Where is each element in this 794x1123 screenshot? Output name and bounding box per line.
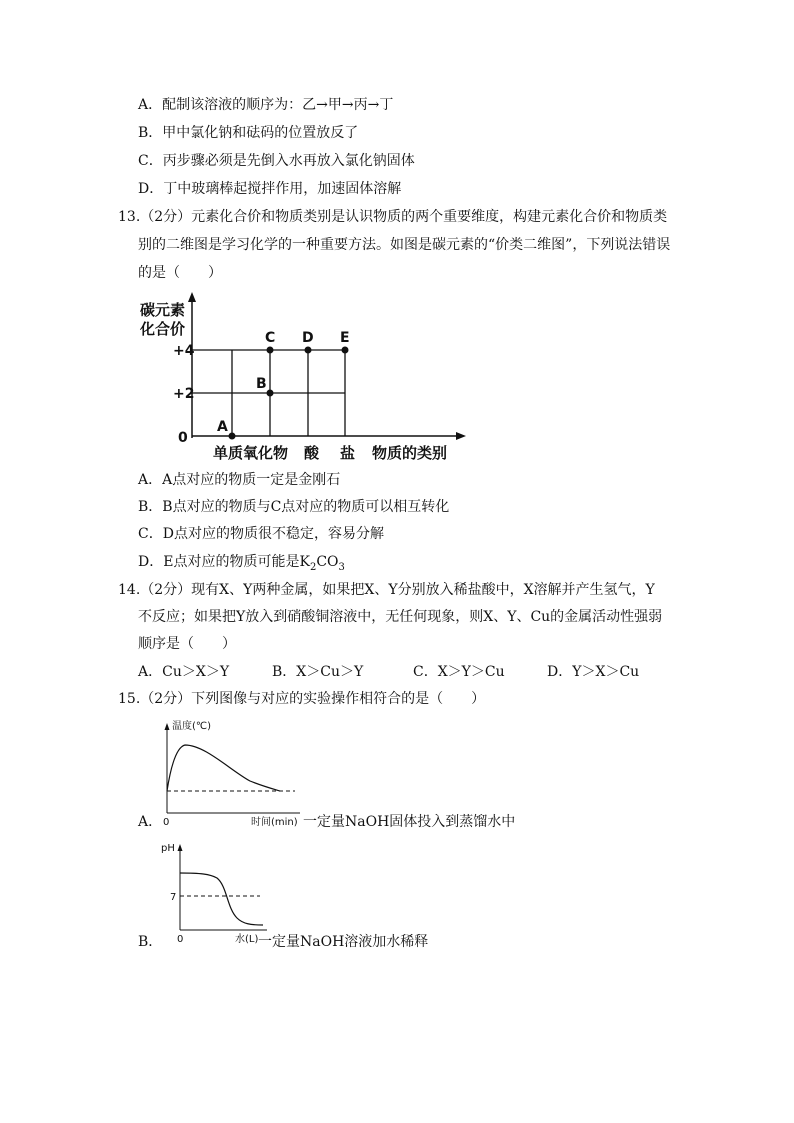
y-axis-arrow <box>165 723 170 730</box>
x-category-oxide: 氧化物 <box>243 444 289 462</box>
x-axis-title: 物质的类别 <box>372 444 448 462</box>
y-axis-arrow <box>188 292 196 302</box>
q13-option-b: B．B点对应的物质与C点对应的物质可以相互转化 <box>138 499 450 515</box>
q14-option-c: C．X＞Y＞Cu <box>413 664 505 680</box>
y-axis-label: pH <box>161 843 175 854</box>
q14-stem-line3: 顺序是（ ） <box>138 636 236 652</box>
q12-option-c: C．丙步骤必须是先倒入水再放入氯化钠固体 <box>138 153 415 169</box>
q14-stem-line1: 14.（2分）现有X、Y两种金属，如果把X、Y分别放入稀盐酸中，X溶解并产生氢气，Y <box>118 582 655 598</box>
q13-option-d: D．E点对应的物质可能是$K_2CO_3$ <box>138 554 345 573</box>
q13-option-c: C．D点对应的物质很不稳定，容易分解 <box>138 526 384 542</box>
q14-option-a: A．Cu＞X＞Y <box>138 664 230 680</box>
point-b-label: B <box>256 376 267 392</box>
y-axis-title-1: 碳元素 <box>140 301 186 319</box>
q15-option-a-letter: A． <box>138 814 163 830</box>
x-category-acid: 酸 <box>304 444 320 462</box>
x-axis-label: 水(L) <box>235 934 259 945</box>
q15-option-b-letter: B． <box>138 934 163 950</box>
q15-stem: 15.（2分）下列图像与对应的实验操作相符合的是（ ） <box>118 691 486 707</box>
y-axis-label: 温度(℃) <box>172 721 212 732</box>
point-a-marker <box>229 433 236 440</box>
q15-option-a-caption: 一定量NaOH固体投入到蒸馏水中 <box>303 814 516 830</box>
point-e-marker <box>342 347 349 354</box>
q15-option-b-caption: 一定量NaOH溶液加水稀释 <box>258 934 429 950</box>
point-c-marker <box>267 347 274 354</box>
q12-option-b: B．甲中氯化钠和砝码的位置放反了 <box>138 125 359 141</box>
q12-option-d: D．丁中玻璃棒起搅拌作用，加速固体溶解 <box>138 181 402 197</box>
x-axis-label: 时间(min) <box>251 817 298 828</box>
point-d-label: D <box>302 330 314 346</box>
origin-label: 0 <box>177 934 184 945</box>
q12-option-a: A．配制该溶液的顺序为：乙→甲→丙→丁 <box>138 97 394 113</box>
q13-stem-line2: 别的二维图是学习化学的一种重要方法。如图是碳元素的“价类二维图”，下列说法错误 <box>138 237 671 253</box>
formula-k2co3: $K_2CO_3$ <box>299 554 345 573</box>
temperature-curve <box>167 745 280 791</box>
x-axis-arrow <box>456 432 466 440</box>
q13-option-a: A．A点对应的物质一定是金刚石 <box>138 472 341 488</box>
q14-option-d: D．Y＞X＞Cu <box>547 664 640 680</box>
y-axis-title-2: 化合价 <box>140 320 186 338</box>
ph-7-tick: 7 <box>170 892 177 903</box>
x-category-elemental: 单质 <box>213 444 244 462</box>
point-b-marker <box>267 390 274 397</box>
point-e-label: E <box>340 330 350 346</box>
y-tick-plus4: +4 <box>173 343 195 359</box>
x-category-salt: 盐 <box>340 444 356 462</box>
ph-dilution-graph <box>155 838 275 948</box>
y-tick-zero: 0 <box>178 430 188 446</box>
ph-curve <box>180 873 263 925</box>
q13-stem-line3: 的是（ ） <box>138 265 222 281</box>
y-axis-arrow <box>178 844 183 851</box>
temperature-time-graph <box>155 715 305 830</box>
q14-stem-line2: 不反应；如果把Y放入到硝酸铜溶液中，无任何现象，则X、Y、Cu的金属活动性强弱 <box>138 609 663 625</box>
y-tick-plus2: +2 <box>173 386 195 402</box>
point-d-marker <box>305 347 312 354</box>
point-a-label: A <box>217 419 228 435</box>
point-c-label: C <box>265 330 276 346</box>
q13-stem-line1: 13.（2分）元素化合价和物质类别是认识物质的两个重要维度，构建元素化合价和物质类 <box>118 209 668 225</box>
origin-label: 0 <box>163 817 170 828</box>
q14-option-b: B．X＞Cu＞Y <box>272 664 364 680</box>
carbon-valence-chart <box>130 290 475 465</box>
